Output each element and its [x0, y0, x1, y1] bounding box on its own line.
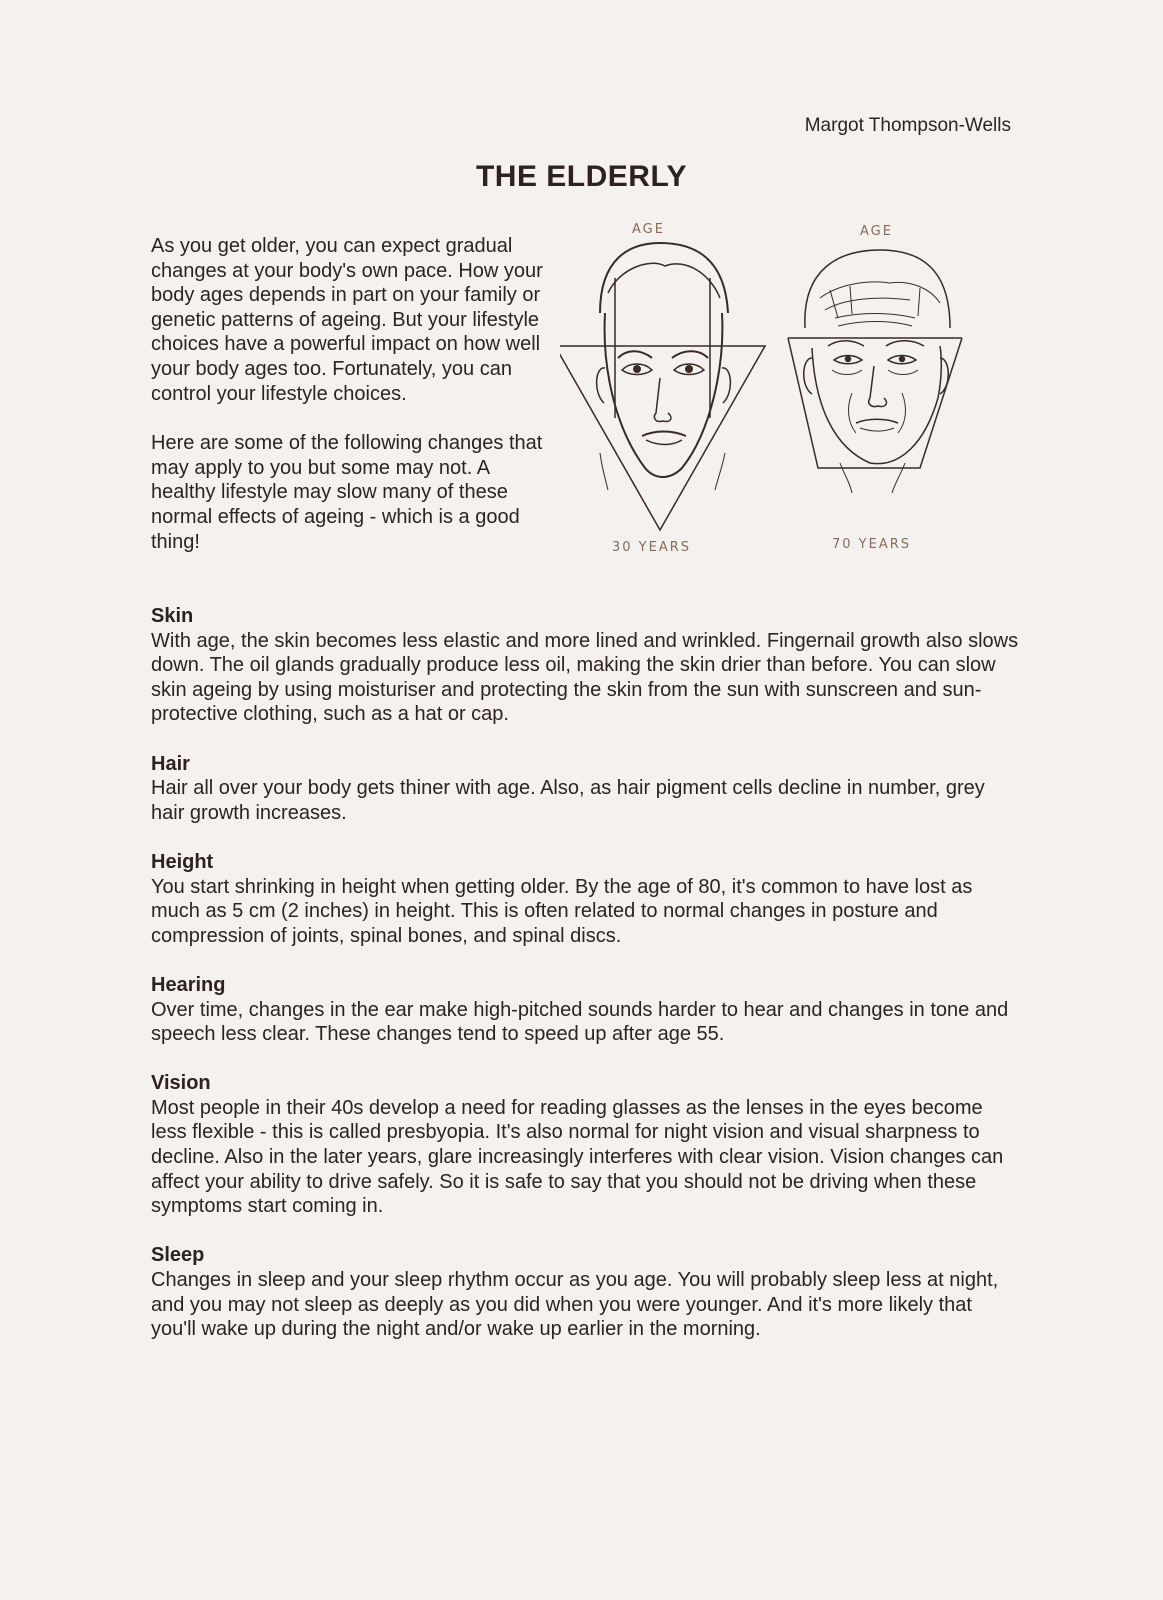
old-face-drawing	[788, 224, 962, 552]
young-face-bottom-label: 30 YEARS	[612, 540, 692, 555]
section-vision	[151, 1071, 1021, 1219]
section-body: Over time, changes in the ear make high-pitched sounds harder to hear and changes in tone and speech less clear. These changes tend to speed up after age 55.	[151, 998, 1009, 1046]
section-heading: Skin	[151, 605, 194, 627]
old-face-bottom-label: 70 YEARS	[832, 537, 912, 552]
section-hearing	[151, 973, 1021, 1047]
author-name: Margot Thompson-Wells	[804, 115, 1011, 136]
intro-paragraph-1: As you get older, you can expect gradual changes at your body's own pace. How your body ages depends in part on your family or genetic patterns of ageing. But your lifestyle choices have a powerful impact on how well your body ages too. Fortunately, you can control your lifestyle choices.	[151, 235, 543, 405]
young-face-top-label: AGE	[632, 222, 665, 237]
face-ageing-drawing	[560, 218, 980, 568]
face-ageing-illustration	[560, 218, 980, 568]
section-skin	[151, 604, 1021, 727]
intro-paragraph-2: Here are some of the following changes that may apply to you but some may not. A healthy lifestyle may slow many of these normal effects of ageing - which is a good thing!	[151, 432, 543, 553]
section-body: Changes in sleep and your sleep rhythm occur as you age. You will probably sleep less at night, and you may not sleep as deeply as you did when you were younger. And it's more likely that you'll wake up during the night and/or wake up earlier in the morning.	[151, 1269, 999, 1341]
section-heading: Height	[151, 850, 214, 873]
section-body: You start shrinking in height when getting older. By the age of 80, it's common to have lost as much as 5 cm (2 inches) in height. This is often related to normal changes in posture and compression of joints, spinal bones, and spinal discs.	[151, 875, 973, 947]
section-heading: Hearing	[151, 973, 226, 996]
section-body: With age, the skin becomes less elastic and more lined and wrinkled. Fingernail growth also slows down. The oil glands gradually produce less oil, making the skin drier than before. You can slow skin ageing by using moisturiser and protecting the skin from the sun with sunscreen and sun-protective clothing, such as a hat or cap.	[151, 629, 1019, 726]
ageing-sections	[151, 604, 1021, 1366]
section-heading: Vision	[151, 1072, 211, 1095]
section-sleep	[151, 1243, 1021, 1341]
page-title: THE ELDERLY	[475, 160, 688, 193]
intro-text	[151, 234, 551, 579]
section-height	[151, 850, 1021, 948]
section-heading: Hair	[151, 752, 190, 775]
section-hair	[151, 752, 1021, 826]
section-body: Most people in their 40s develop a need for reading glasses as the lenses in the eyes become less flexible - this is called presbyopia. It's also normal for night vision and visual sharpness to decline. Also in the later years, glare increasingly interferes with clear vision. Vision changes can affect your ability to drive safely. So it is safe to say that you should not be driving when these symptoms start coming in.	[151, 1096, 1004, 1218]
young-face-drawing	[560, 222, 765, 555]
section-heading: Sleep	[151, 1244, 205, 1267]
section-body: Hair all over your body gets thiner with age. Also, as hair pigment cells decline in number, grey hair growth increases.	[151, 777, 985, 824]
old-face-top-label: AGE	[860, 224, 893, 239]
